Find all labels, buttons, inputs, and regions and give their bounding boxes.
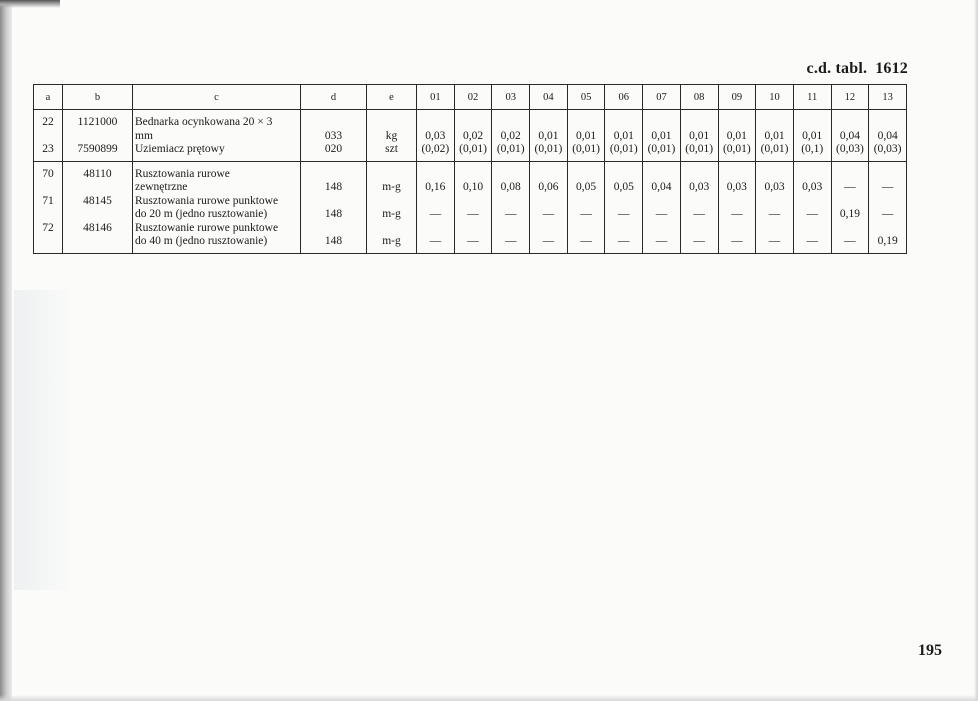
cell-c [133,110,301,162]
cell-text: szt [385,143,398,155]
scan-edge-bottom [0,695,978,701]
cell-value: — [580,208,592,220]
cell-value: 0,04 [877,129,898,142]
cell-value: 0,01 [576,129,597,142]
cell-b [63,110,133,162]
cell-text [36,130,60,144]
header-cell: 07 [643,85,681,110]
cell-text: 033 [324,129,343,142]
cell-05 [567,161,605,253]
cell-text: Rusztowanie rurowe punktowe [135,221,279,234]
cell-value: 0,01 [764,129,785,142]
cell-value: — [467,208,479,220]
caption-label: c.d. tabl. [806,60,868,77]
cell-value: — [655,235,668,247]
cell-10 [756,161,794,253]
cell-01 [417,110,455,162]
cell-13 [869,161,907,253]
cell-text: 148 [324,208,343,220]
cell-e [367,110,417,162]
cell-text [36,235,60,249]
cell-08 [680,110,718,162]
cell-value: — [542,208,555,220]
cell-06 [605,110,643,162]
cell-value: 0,03 [425,129,446,142]
cell-value: — [731,235,743,247]
cell-text: 1121000 [77,116,118,128]
cell-b [63,161,133,253]
cell-text: 48146 [83,221,112,234]
cell-value: 0,03 [689,181,710,193]
cell-text: 70 [42,167,54,180]
header-cell: 01 [417,85,455,110]
cell-07 [643,110,681,162]
cell-06 [605,161,643,253]
cell-text: 48145 [83,194,112,207]
cell-09 [718,161,756,253]
header-cell: 03 [492,85,530,110]
cell-value: 0,02 [462,129,484,142]
cell-text [303,195,364,209]
header-cell: a [34,85,63,110]
data-table [33,84,907,254]
header-cell: 04 [530,85,568,110]
cell-text [65,130,130,144]
cell-value-paren: (0,01) [760,143,789,155]
cell-value: 0,04 [651,181,672,193]
cell-text: 020 [324,143,343,155]
cell-value: 0,08 [500,181,521,193]
cell-text: 72 [42,221,54,234]
cell-text [36,181,60,195]
cell-text [369,168,414,182]
cell-value-paren: (0,01) [609,143,638,155]
cell-d [301,110,367,162]
cell-value-paren: (0,01) [496,143,525,155]
cell-text: m-g [382,235,401,247]
cell-text: Rusztowania rurowe punktowe [135,194,279,207]
cell-text: 148 [324,181,343,193]
cell-value-paren: (0,03) [873,143,902,155]
cell-value: — [429,235,442,247]
cell-text [369,195,414,209]
header-row [34,85,907,110]
cell-text: 148 [324,235,343,247]
cell-value-paren: (0,01) [722,143,751,155]
cell-value: — [467,235,479,247]
cell-13 [869,110,907,162]
cell-08 [680,161,718,253]
cell-value: 0,01 [538,129,559,142]
cell-value-paren: (0,03) [836,143,864,155]
cell-value: 0,19 [877,235,898,247]
cell-value: — [768,235,781,247]
cell-c [133,161,301,253]
header-cell: 02 [454,85,492,110]
cell-value: 0,19 [839,208,860,220]
cell-10 [756,110,794,162]
cell-value-paren: (0,01) [647,143,676,155]
row-group-70-72 [34,161,907,253]
scan-edge-left [0,0,12,701]
scan-edge-top [0,0,60,8]
header-cell: d [301,85,367,110]
cell-04 [530,110,568,162]
table-row [34,161,907,253]
cell-value: — [429,208,442,220]
header-cell: 09 [718,85,756,110]
cell-text [36,208,60,222]
cell-02 [454,110,492,162]
caption-table-number: 1612 [875,60,908,77]
header-cell: c [133,85,301,110]
table-caption [807,60,908,78]
cell-text: Bednarka ocynkowana 20 × 3 [135,116,273,128]
cell-value: — [731,208,743,220]
row-group-22-23 [34,110,907,162]
cell-text: Uziemiacz prętowy [135,143,225,155]
cell-value: — [580,235,592,247]
cell-value: — [542,235,555,247]
cell-value: — [504,235,517,247]
header-cell: 10 [756,85,794,110]
header-cell: 12 [831,85,869,110]
cell-text: zewnętrzne [135,181,188,193]
cell-value: 0,01 [613,129,634,142]
cell-03 [492,110,530,162]
cell-value: 0,03 [764,181,785,193]
header-cell: 06 [605,85,643,110]
header-cell: b [63,85,133,110]
cell-text: 22 [42,116,54,128]
header-cell: e [367,85,417,110]
cell-text: 71 [42,194,54,207]
cell-value: 0,01 [689,129,710,142]
cell-value-paren: (0,01) [534,143,563,155]
cell-text: do 40 m (jedno rusztowanie) [135,235,268,247]
cell-01 [417,161,455,253]
cell-value: 0,10 [462,181,484,193]
cell-11 [793,110,831,162]
cell-value: — [618,235,630,247]
cell-text: 23 [42,143,54,155]
cell-04 [530,161,568,253]
cell-12 [831,161,869,253]
cell-value: — [693,208,705,220]
cell-11 [793,161,831,253]
cell-a [34,110,63,162]
cell-value-paren: (0,02) [421,143,450,155]
cell-text: do 20 m (jedno rusztowanie) [135,208,268,220]
cell-text: mm [135,129,153,142]
cell-value: 0,02 [500,129,521,142]
cell-05 [567,110,605,162]
cell-text: 7590899 [77,143,118,155]
cell-value: 0,01 [802,129,823,142]
cell-value: — [881,181,894,193]
cell-value-paren: (0,01) [685,143,714,155]
cell-text [303,222,364,236]
cell-value: — [768,208,781,220]
scan-edge-right [974,0,978,701]
cell-text: 48110 [83,167,112,180]
bleed-through-shadow [14,290,68,590]
cell-value: 0,01 [726,129,747,142]
header-cell: 13 [869,85,907,110]
cell-value: — [655,208,668,220]
cell-text: m-g [382,181,401,193]
cell-d [301,161,367,253]
cell-a [34,161,63,253]
cell-value: — [844,235,856,247]
cell-value-paren: (0,01) [572,143,600,155]
cell-text [303,116,364,130]
cell-value: — [504,208,517,220]
header-cell: 05 [567,85,605,110]
header-cell: 11 [793,85,831,110]
cell-value: — [693,235,705,247]
table-row [34,110,907,162]
cell-03 [492,161,530,253]
cell-value: 0,03 [726,181,747,193]
cell-value: — [844,181,856,193]
cell-value: — [806,235,818,247]
cell-text [65,208,130,222]
cell-text [369,222,414,236]
cell-text: kg [385,129,398,142]
cell-value: — [881,208,894,220]
cell-value-paren: (0,1) [801,143,824,155]
cell-12 [831,110,869,162]
cell-text: Rusztowania rurowe [135,167,230,180]
cell-value: 0,16 [425,181,446,193]
cell-value: 0,03 [802,181,823,193]
cell-value: 0,04 [839,129,860,142]
cell-e [367,161,417,253]
page-number: 195 [918,642,942,659]
cell-text: m-g [382,208,401,220]
cell-value: 0,05 [613,181,634,193]
cell-value: 0,05 [576,181,597,193]
cell-02 [454,161,492,253]
cell-value: — [806,208,818,220]
cell-07 [643,161,681,253]
cell-text [65,235,130,249]
cell-value: 0,06 [538,181,559,193]
header-cell: 08 [680,85,718,110]
cell-text [65,181,130,195]
cell-text [303,168,364,182]
cell-value: — [618,208,630,220]
cell-value: 0,01 [651,129,672,142]
cell-text [369,116,414,130]
cell-09 [718,110,756,162]
cell-value-paren: (0,01) [459,143,487,155]
